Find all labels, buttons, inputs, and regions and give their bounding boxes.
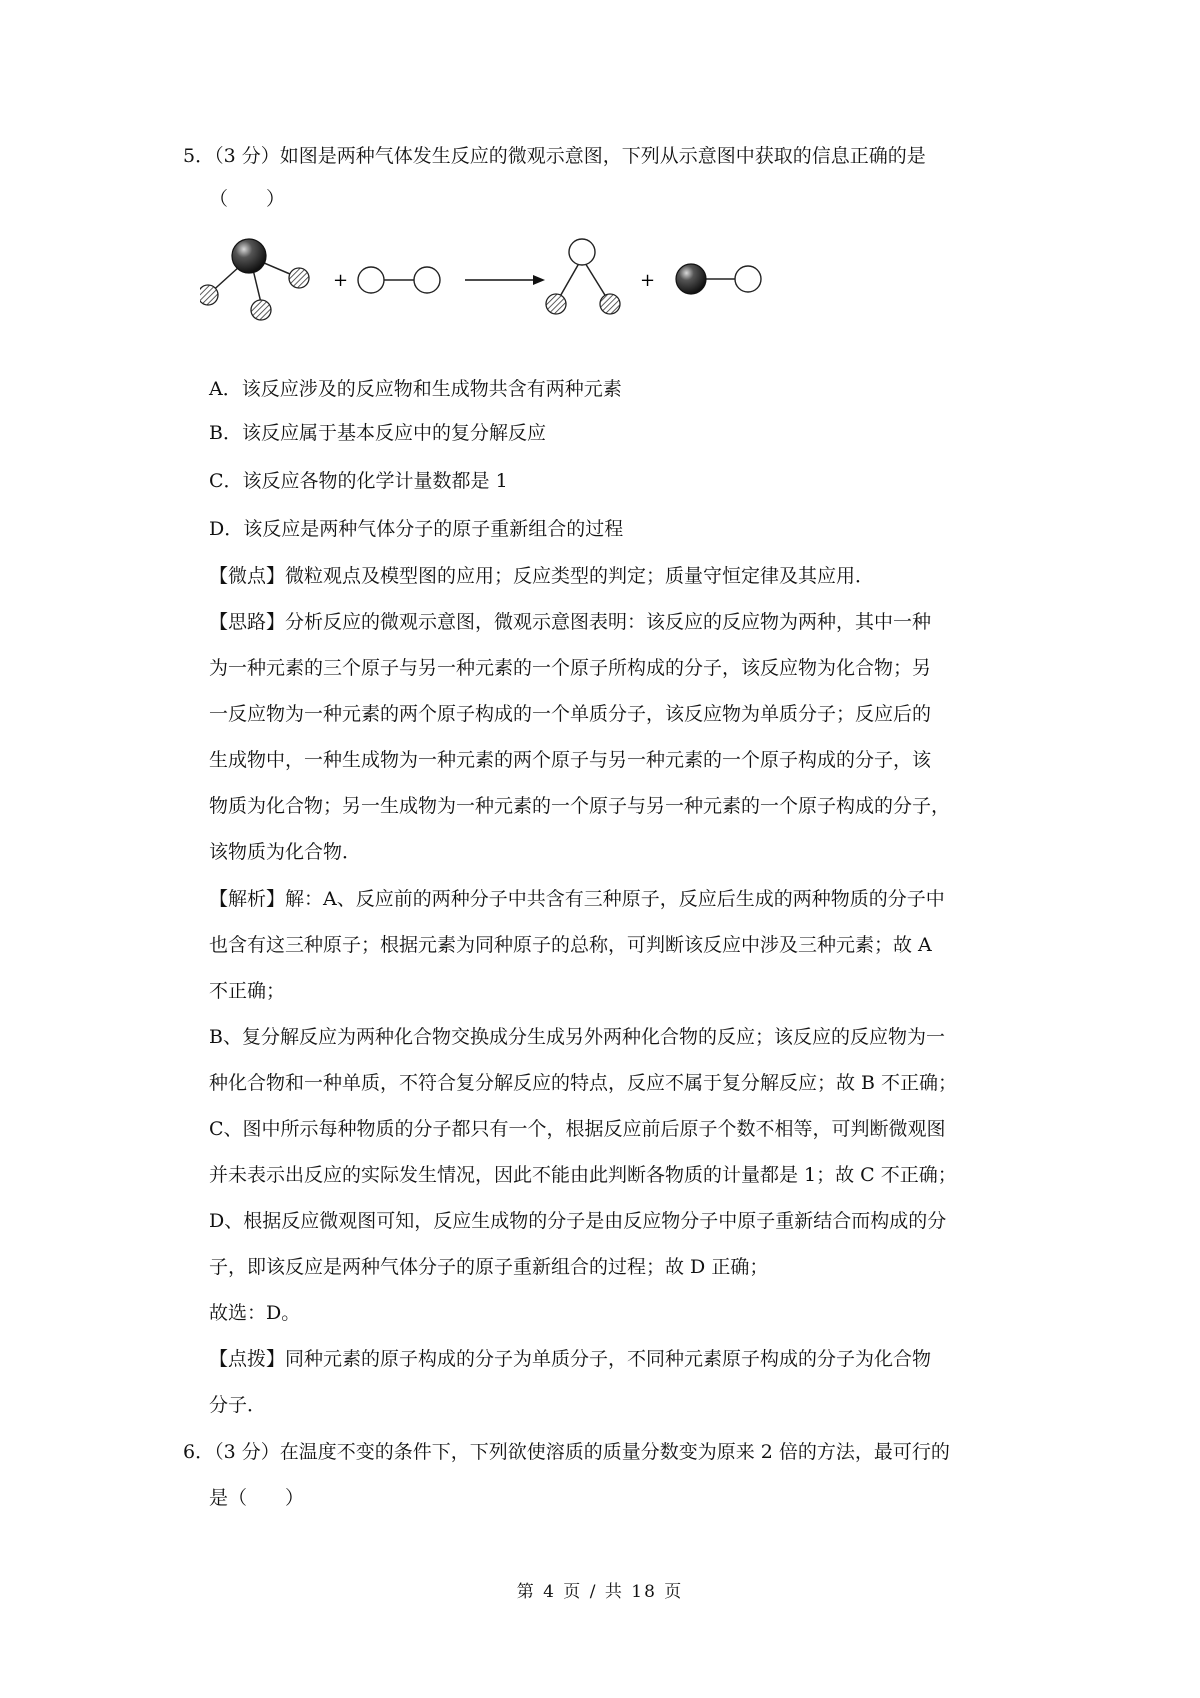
jiexi-line: 并未表示出反应的实际发生情况，因此不能由此判断各物质的计量都是 1；故 C 不正确； (209, 1164, 957, 1186)
reaction-microscopic-diagram (200, 232, 840, 352)
plus-sign-1: + (333, 270, 349, 291)
question-6-stem: 6．（3 分）在温度不变的条件下，下列欲使溶质的质量分数变为原来 2 倍的方法，最可行的 (183, 1441, 950, 1463)
silu-line: 为一种元素的三个原子与另一种元素的一个原子所构成的分子，该反应物为化合物；另 (209, 657, 932, 679)
white-atom (358, 267, 384, 293)
dark-atom (232, 239, 266, 273)
dianbo-line: 【点拨】同种元素的原子构成的分子为单质分子，不同种元素原子构成的分子为化合物 (209, 1348, 932, 1370)
white-atom (735, 266, 761, 292)
jiexi-line: 【解析】解：A、反应前的两种分子中共含有三种原子，反应后生成的两种物质的分子中 (209, 888, 945, 910)
plus-sign-2: + (640, 270, 656, 291)
silu-line: 该物质为化合物． (209, 841, 362, 863)
option-d: D．该反应是两种气体分子的原子重新组合的过程 (209, 518, 624, 540)
weidian-section: 【微点】微粒观点及模型图的应用；反应类型的判定；质量守恒定律及其应用． (209, 565, 875, 587)
question-6-answer-blank: 是（ ） (209, 1487, 305, 1509)
jiexi-line: 也含有这三种原子；根据元素为同种原子的总称，可判断该反应中涉及三种元素；故 A (209, 934, 932, 956)
option-a: A．该反应涉及的反应物和生成物共含有两种元素 (209, 378, 622, 400)
hatched-atom (200, 285, 218, 305)
hatched-atom (546, 294, 566, 314)
jiexi-line: 子，即该反应是两种气体分子的原子重新组合的过程；故 D 正确； (209, 1256, 769, 1278)
product-molecule-2 (676, 264, 761, 294)
hatched-atom (289, 268, 309, 288)
silu-line: 生成物中，一种生成物为一种元素的两个原子与另一种元素的一个原子构成的分子，该 (209, 749, 932, 771)
jiexi-line: 不正确； (209, 980, 286, 1002)
question-5-answer-blank: （ ） (209, 188, 286, 210)
dianbo-line: 分子． (209, 1394, 267, 1416)
silu-line: 一反应物为一种元素的两个原子构成的一个单质分子，该反应物为单质分子；反应后的 (209, 703, 932, 725)
silu-line: 物质为化合物；另一生成物为一种元素的一个原子与另一种元素的一个原子构成的分子， (209, 795, 951, 817)
silu-line: 【思路】分析反应的微观示意图，微观示意图表明：该反应的反应物为两种，其中一种 (209, 611, 932, 633)
reactant-molecule-2 (358, 267, 440, 293)
dark-atom (676, 264, 706, 294)
product-molecule-1 (546, 239, 620, 314)
question-5-stem: 5．（3 分）如图是两种气体发生反应的微观示意图，下列从示意图中获取的信息正确的是 (183, 145, 926, 167)
jiexi-line: C、图中所示每种物质的分子都只有一个，根据反应前后原子个数不相等，可判断微观图 (209, 1118, 946, 1140)
hatched-atom (600, 294, 620, 314)
jiexi-line: B、复分解反应为两种化合物交换成分生成另外两种化合物的反应；该反应的反应物为一 (209, 1026, 945, 1048)
option-c: C．该反应各物的化学计量数都是 1 (209, 470, 508, 492)
reactant-molecule-1 (200, 239, 309, 320)
white-atom (569, 239, 595, 265)
hatched-atom (251, 300, 271, 320)
reaction-arrow (465, 275, 545, 285)
final-answer: 故选：D。 (209, 1302, 301, 1324)
option-b: B．该反应属于基本反应中的复分解反应 (209, 422, 546, 444)
page-footer: 第 4 页 / 共 18 页 (516, 1582, 684, 1602)
jiexi-line: 种化合物和一种单质，不符合复分解反应的特点，反应不属于复分解反应；故 B 不正确； (209, 1072, 958, 1094)
jiexi-line: D、根据反应微观图可知，反应生成物的分子是由反应物分子中原子重新结合而构成的分 (209, 1210, 947, 1232)
white-atom (414, 267, 440, 293)
